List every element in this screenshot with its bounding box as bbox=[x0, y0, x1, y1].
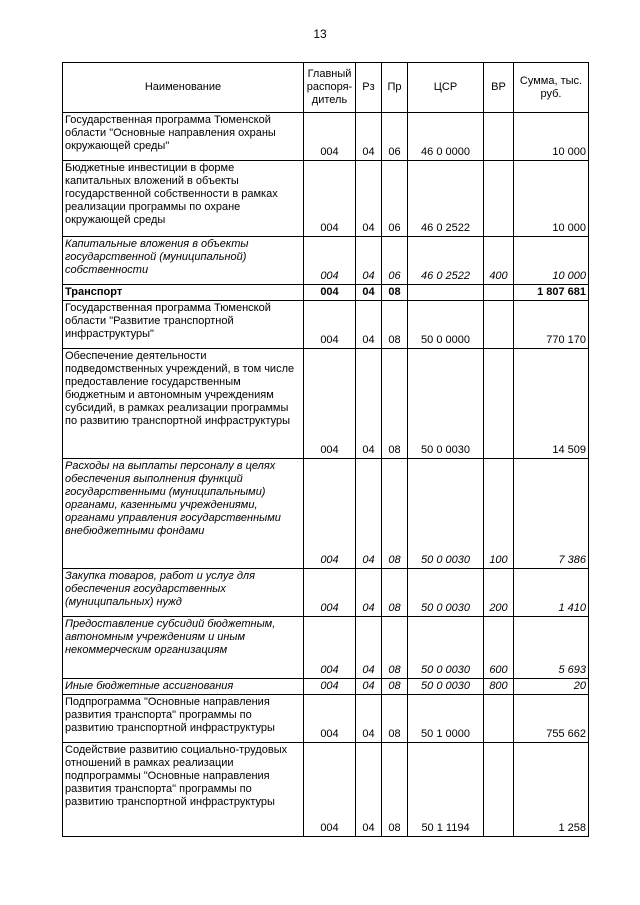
table-row bbox=[63, 695, 589, 743]
row-name: Транспорт bbox=[63, 285, 304, 301]
row-admin: 004 bbox=[304, 237, 356, 285]
row-admin: 004 bbox=[304, 695, 356, 743]
header-csr: ЦСР bbox=[408, 63, 484, 113]
row-pr: 08 bbox=[382, 617, 408, 679]
row-admin: 004 bbox=[304, 349, 356, 459]
row-sum: 755 662 bbox=[514, 695, 589, 743]
row-csr: 50 1 1194 bbox=[408, 743, 484, 837]
row-vr bbox=[484, 695, 514, 743]
table-row bbox=[63, 161, 589, 237]
table-row bbox=[63, 237, 589, 285]
row-sum: 770 170 bbox=[514, 301, 589, 349]
row-rz: 04 bbox=[356, 301, 382, 349]
row-name: Капитальные вложения в объекты государственной (муниципальной) собственности bbox=[63, 237, 304, 285]
header-vr: ВР bbox=[484, 63, 514, 113]
header-name: Наименование bbox=[63, 63, 304, 113]
row-admin: 004 bbox=[304, 285, 356, 301]
row-vr: 200 bbox=[484, 569, 514, 617]
row-sum: 1 807 681 bbox=[514, 285, 589, 301]
row-name: Закупка товаров, работ и услуг для обеспечения государственных (муниципальных) нужд bbox=[63, 569, 304, 617]
row-vr bbox=[484, 161, 514, 237]
row-vr: 100 bbox=[484, 459, 514, 569]
row-pr: 08 bbox=[382, 679, 408, 695]
row-admin: 004 bbox=[304, 161, 356, 237]
row-rz: 04 bbox=[356, 743, 382, 837]
row-pr: 08 bbox=[382, 569, 408, 617]
row-sum: 14 509 bbox=[514, 349, 589, 459]
row-rz: 04 bbox=[356, 569, 382, 617]
table-row bbox=[63, 569, 589, 617]
table-row bbox=[63, 113, 589, 161]
row-pr: 08 bbox=[382, 695, 408, 743]
row-name: Подпрограмма "Основные направления развития транспорта" программы по развитию транспортной инфраструктуры bbox=[63, 695, 304, 743]
header-sum: Сумма, тыс. руб. bbox=[514, 63, 589, 113]
row-name: Бюджетные инвестиции в форме капитальных вложений в объекты государственной собственности в рамках реализации программы по охране окружающей среды bbox=[63, 161, 304, 237]
table-row bbox=[63, 743, 589, 837]
row-vr: 400 bbox=[484, 237, 514, 285]
row-sum: 1 258 bbox=[514, 743, 589, 837]
header-pr: Пр bbox=[382, 63, 408, 113]
row-admin: 004 bbox=[304, 743, 356, 837]
row-name: Иные бюджетные ассигнования bbox=[63, 679, 304, 695]
table-row bbox=[63, 459, 589, 569]
row-admin: 004 bbox=[304, 459, 356, 569]
budget-table bbox=[62, 62, 589, 837]
table-row bbox=[63, 285, 589, 301]
row-csr: 50 0 0030 bbox=[408, 459, 484, 569]
row-csr: 46 0 2522 bbox=[408, 161, 484, 237]
row-rz: 04 bbox=[356, 617, 382, 679]
row-rz: 04 bbox=[356, 349, 382, 459]
row-vr bbox=[484, 113, 514, 161]
table-row bbox=[63, 617, 589, 679]
table-row bbox=[63, 679, 589, 695]
row-name: Обеспечение деятельности подведомственных учреждений, в том числе предоставление государственным бюджетным и автономным учреждениям субсидий, в рамках реализации программы по развитию транспортной инфраструктуры bbox=[63, 349, 304, 459]
row-pr: 08 bbox=[382, 743, 408, 837]
row-rz: 04 bbox=[356, 237, 382, 285]
row-sum: 5 693 bbox=[514, 617, 589, 679]
row-admin: 004 bbox=[304, 113, 356, 161]
row-name: Государственная программа Тюменской области "Развитие транспортной инфраструктуры" bbox=[63, 301, 304, 349]
row-rz: 04 bbox=[356, 161, 382, 237]
row-vr bbox=[484, 285, 514, 301]
row-csr: 50 1 0000 bbox=[408, 695, 484, 743]
row-rz: 04 bbox=[356, 459, 382, 569]
row-admin: 004 bbox=[304, 301, 356, 349]
table-row bbox=[63, 301, 589, 349]
row-admin: 004 bbox=[304, 617, 356, 679]
row-sum: 10 000 bbox=[514, 237, 589, 285]
row-sum: 20 bbox=[514, 679, 589, 695]
row-admin: 004 bbox=[304, 569, 356, 617]
page-number: 13 bbox=[313, 27, 327, 41]
row-pr: 06 bbox=[382, 113, 408, 161]
row-vr bbox=[484, 743, 514, 837]
row-sum: 1 410 bbox=[514, 569, 589, 617]
row-sum: 10 000 bbox=[514, 113, 589, 161]
row-vr: 600 bbox=[484, 617, 514, 679]
row-rz: 04 bbox=[356, 113, 382, 161]
row-pr: 08 bbox=[382, 459, 408, 569]
row-sum: 10 000 bbox=[514, 161, 589, 237]
row-pr: 06 bbox=[382, 237, 408, 285]
table-row bbox=[63, 349, 589, 459]
row-admin: 004 bbox=[304, 679, 356, 695]
row-name: Содействие развитию социально-трудовых отношений в рамках реализации подпрограммы "Основные направления развития транспорта" программы по развитию транспортной инфраструктуры bbox=[63, 743, 304, 837]
row-csr: 50 0 0000 bbox=[408, 301, 484, 349]
header-rz: Рз bbox=[356, 63, 382, 113]
row-pr: 08 bbox=[382, 349, 408, 459]
row-pr: 06 bbox=[382, 161, 408, 237]
row-name: Предоставление субсидий бюджетным, автономным учреждениям и иным некоммерческим организациям bbox=[63, 617, 304, 679]
row-sum: 7 386 bbox=[514, 459, 589, 569]
row-rz: 04 bbox=[356, 679, 382, 695]
row-csr: 50 0 0030 bbox=[408, 569, 484, 617]
row-vr bbox=[484, 349, 514, 459]
row-csr: 50 0 0030 bbox=[408, 679, 484, 695]
row-csr: 46 0 2522 bbox=[408, 237, 484, 285]
row-rz: 04 bbox=[356, 695, 382, 743]
row-csr bbox=[408, 285, 484, 301]
row-name: Государственная программа Тюменской области "Основные направления охраны окружающей среды" bbox=[63, 113, 304, 161]
row-rz: 04 bbox=[356, 285, 382, 301]
row-csr: 50 0 0030 bbox=[408, 617, 484, 679]
row-csr: 46 0 0000 bbox=[408, 113, 484, 161]
table-header-row bbox=[63, 63, 589, 113]
row-vr bbox=[484, 301, 514, 349]
row-pr: 08 bbox=[382, 301, 408, 349]
row-csr: 50 0 0030 bbox=[408, 349, 484, 459]
row-vr: 800 bbox=[484, 679, 514, 695]
row-pr: 08 bbox=[382, 285, 408, 301]
row-name: Расходы на выплаты персоналу в целях обеспечения выполнения функций государственными (муниципальными) органами, казенными учреждениями, органами управления государственными внебюджетными фондами bbox=[63, 459, 304, 569]
header-admin: Главный распоря-дитель bbox=[304, 63, 356, 113]
